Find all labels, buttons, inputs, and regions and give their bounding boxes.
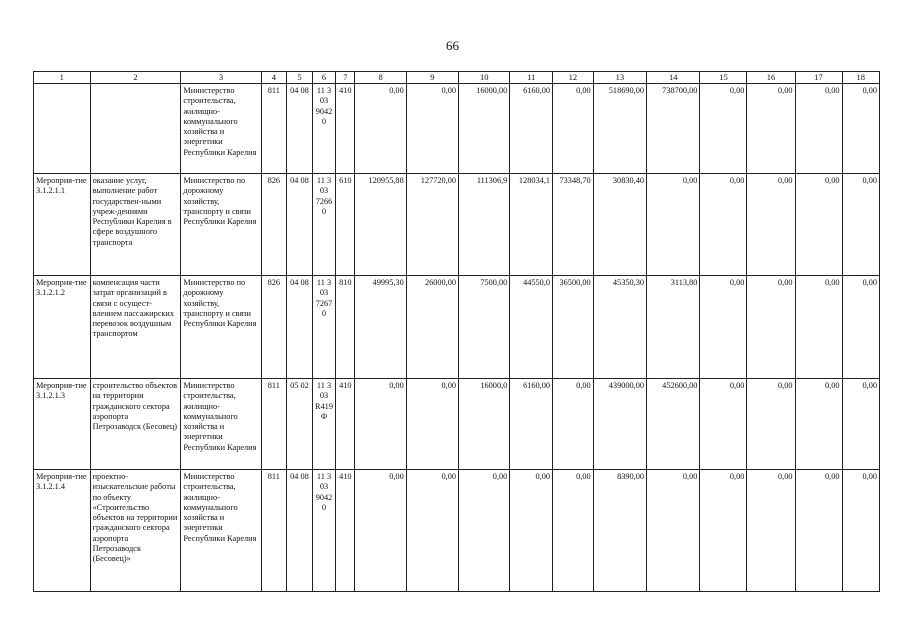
table-cell: 410 [336, 84, 355, 174]
budget-table [33, 71, 880, 592]
table-cell: 0,00 [355, 84, 406, 174]
column-number-header: 7 [336, 72, 355, 84]
table-cell: 11 3 03 7266 0 [312, 174, 336, 276]
column-number-header: 12 [553, 72, 594, 84]
table-cell: 11 3 03 9042 0 [312, 84, 336, 174]
table-cell: 04 08 [287, 174, 313, 276]
table-cell: 0,00 [647, 470, 700, 592]
table-cell: 6160,00 [510, 84, 553, 174]
table-cell: 810 [336, 276, 355, 379]
table-cell: 49995,30 [355, 276, 406, 379]
table-cell: Мероприя-тие 3.1.2.1.3 [34, 379, 91, 470]
table-cell: 04 08 [287, 276, 313, 379]
table-cell: Министерство строительства, жилищно-коммунального хозяйства и энергетики Республики Карелия [181, 470, 261, 592]
table-cell: 0,00 [355, 470, 406, 592]
column-number-header: 14 [647, 72, 700, 84]
column-number-header: 18 [842, 72, 880, 84]
table-cell: 0,00 [459, 470, 510, 592]
table-cell: Мероприя-тие 3.1.2.1.4 [34, 470, 91, 592]
table-cell: 811 [261, 470, 287, 592]
table-cell: строительство объектов на территории гражданского сектора аэропорта Петрозаводск (Бесовец) [90, 379, 181, 470]
column-number-header: 2 [90, 72, 181, 84]
table-cell: 0,00 [553, 470, 594, 592]
table-cell: 610 [336, 174, 355, 276]
table-cell: 452600,00 [647, 379, 700, 470]
column-number-header: 10 [459, 72, 510, 84]
table-row [34, 84, 880, 174]
table-cell: 0,00 [700, 379, 747, 470]
table-cell: 0,00 [842, 84, 880, 174]
table-row [34, 470, 880, 592]
table-cell: 128034,1 [510, 174, 553, 276]
table-cell: Министерство по дорожному хозяйству, транспорту и связи Республики Карелия [181, 174, 261, 276]
table-cell: 44550,0 [510, 276, 553, 379]
table-cell: 0,00 [747, 470, 795, 592]
table-cell: 0,00 [842, 379, 880, 470]
table-cell: 0,00 [647, 174, 700, 276]
table-row [34, 379, 880, 470]
table-cell: 0,00 [795, 276, 842, 379]
table-cell: 826 [261, 276, 287, 379]
table-cell: 04 08 [287, 84, 313, 174]
table-cell: 0,00 [700, 84, 747, 174]
table-cell: 16000,0 [459, 379, 510, 470]
table-cell: 0,00 [747, 174, 795, 276]
table-cell: 0,00 [406, 84, 458, 174]
table-cell: 127720,00 [406, 174, 458, 276]
table-cell: Министерство строительства, жилищно-коммунального хозяйства и энергетики Республики Карелия [181, 84, 261, 174]
table-cell: 0,00 [747, 276, 795, 379]
table-cell: Мероприя-тие 3.1.2.1.2 [34, 276, 91, 379]
column-number-header: 3 [181, 72, 261, 84]
page-number: 66 [446, 38, 459, 53]
table-cell: 0,00 [700, 174, 747, 276]
table-cell: 45350,30 [593, 276, 646, 379]
table-cell: 410 [336, 379, 355, 470]
table-cell: 0,00 [747, 379, 795, 470]
table-cell: 811 [261, 84, 287, 174]
column-number-header: 11 [510, 72, 553, 84]
table-cell: 7500,00 [459, 276, 510, 379]
table-cell: 8390,00 [593, 470, 646, 592]
table-cell: 11 3 03 9042 0 [312, 470, 336, 592]
table-cell: 6160,00 [510, 379, 553, 470]
table-cell: 410 [336, 470, 355, 592]
table-cell: 0,00 [355, 379, 406, 470]
table-cell: 0,00 [700, 276, 747, 379]
table-cell: 811 [261, 379, 287, 470]
table-cell: 0,00 [795, 379, 842, 470]
table-cell: 0,00 [795, 174, 842, 276]
table-cell: 518690,00 [593, 84, 646, 174]
table-cell: 36500,00 [553, 276, 594, 379]
table-cell: 738700,00 [647, 84, 700, 174]
table-cell: 0,00 [842, 470, 880, 592]
column-number-header: 17 [795, 72, 842, 84]
table-cell: 11 3 03 R419 Ф [312, 379, 336, 470]
table-cell: 0,00 [842, 276, 880, 379]
table-cell: 11 3 03 7267 0 [312, 276, 336, 379]
table-cell: 0,00 [553, 379, 594, 470]
table-cell: Министерство по дорожному хозяйству, транспорту и связи Республики Карелия [181, 276, 261, 379]
table-cell [34, 84, 91, 174]
table-row [34, 174, 880, 276]
table-cell: 0,00 [747, 84, 795, 174]
table-cell: 0,00 [700, 470, 747, 592]
table-cell: проектно-изыскательские работы по объекту «Строительство объектов на территории гражданского сектора аэропорта Петрозаводск (Бесовец)» [90, 470, 181, 592]
table-cell: 0,00 [795, 84, 842, 174]
table-cell [90, 84, 181, 174]
table-cell: 04 08 [287, 470, 313, 592]
table-cell: 0,00 [795, 470, 842, 592]
table-header-row [34, 72, 880, 84]
column-number-header: 1 [34, 72, 91, 84]
table-cell: 26000,00 [406, 276, 458, 379]
column-number-header: 15 [700, 72, 747, 84]
table-cell: 05 02 [287, 379, 313, 470]
table-cell: 439000,00 [593, 379, 646, 470]
table-cell: 73348,70 [553, 174, 594, 276]
table-cell: компенсация части затрат организаций в связи с осущест-влением пассажирских перевозок воздушным транспортом [90, 276, 181, 379]
table-cell: 3113,80 [647, 276, 700, 379]
table-cell: 0,00 [406, 379, 458, 470]
column-number-header: 8 [355, 72, 406, 84]
table-cell: оказание услуг, выполнение работ государствен-ными учреж-дениями Республики Карелия в сфере воздушного транспорта [90, 174, 181, 276]
table-cell: 30830,40 [593, 174, 646, 276]
table-cell: Мероприя-тие 3.1.2.1.1 [34, 174, 91, 276]
table-row [34, 276, 880, 379]
table-cell: 120955,88 [355, 174, 406, 276]
table-cell: 0,00 [406, 470, 458, 592]
table-cell: 111306,9 [459, 174, 510, 276]
column-number-header: 6 [312, 72, 336, 84]
column-number-header: 9 [406, 72, 458, 84]
column-number-header: 4 [261, 72, 287, 84]
table-cell: Министерство строительства, жилищно-коммунального хозяйства и энергетики Республики Карелия [181, 379, 261, 470]
table-cell: 0,00 [553, 84, 594, 174]
column-number-header: 5 [287, 72, 313, 84]
column-number-header: 13 [593, 72, 646, 84]
table-cell: 16000,00 [459, 84, 510, 174]
table-cell: 826 [261, 174, 287, 276]
table-cell: 0,00 [510, 470, 553, 592]
column-number-header: 16 [747, 72, 795, 84]
table-cell: 0,00 [842, 174, 880, 276]
